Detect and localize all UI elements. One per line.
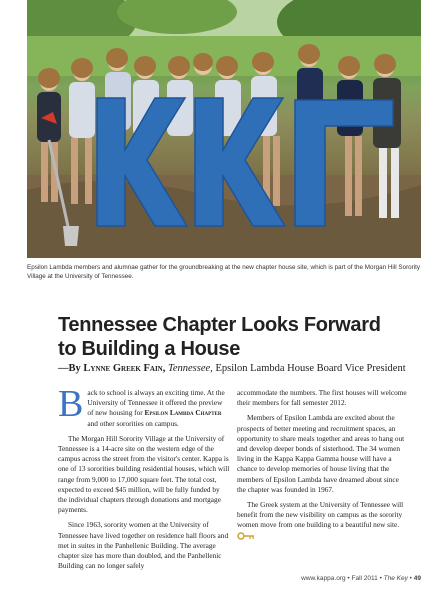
- article-column-right: [237, 388, 409, 541]
- article-column-left: [58, 383, 230, 571]
- paragraph-2: The Morgan Hill Sorority Village at the University of Tennessee is a 14-acre site on the western edge of the campus across the street from the visitor's center. Kappa is one of 13 sororities building residential houses, which will range from 9,000 to 17,000 square feet. The total cost, expected to exceed $45 million, will be fully funded by the individual chapters through donations and mortgage payments.: [58, 433, 230, 515]
- paragraph-1-text-b: and other sororities on campus.: [87, 418, 179, 428]
- paragraph-6: [237, 500, 409, 541]
- byline-author: Lynne Greek Fain,: [83, 363, 166, 374]
- key-icon: [237, 532, 255, 540]
- footer-site: www.kappa.org: [301, 575, 346, 582]
- paragraph-6-text: The Greek system at the University of Tennessee will benefit from the new visibility on campus as the sorority women move from one building to a beautiful new site.: [237, 500, 404, 530]
- byline-place: Tennessee,: [167, 363, 213, 374]
- byline-prefix: —By: [58, 363, 81, 374]
- footer-sep-3: •: [407, 575, 414, 582]
- byline-role: Epsilon Lambda House Board Vice President: [215, 363, 406, 374]
- footer-issue: Fall 2011: [351, 575, 378, 582]
- paragraph-5: Members of Epsilon Lambda are excited about the prospects of better meeting and recruitment spaces, an opportunity to share meals together and areas to hang out and develop deeper bonds of sisterhood. The 34 women living in the Kappa Kappa Gamma house will have a chance to develop memories of house living that the members of Epsilon Lambda have dreamed about since the chapter was founded in 1967.: [237, 413, 405, 494]
- footer-magazine: The Key: [383, 575, 408, 582]
- groundbreaking-photo: [27, 0, 421, 258]
- page-number: 49: [413, 575, 421, 582]
- chapter-name: Epsilon Lambda Chapter: [144, 408, 222, 418]
- photo-scene: [27, 0, 421, 258]
- footer-sep-1: •: [345, 575, 352, 582]
- footer-sep-2: •: [377, 575, 384, 582]
- page-footer: [301, 575, 421, 582]
- paragraph-1: [58, 383, 230, 429]
- article-byline: [58, 363, 418, 374]
- paragraph-1-text-a: ack to school is always an exciting time. At the University of Tennessee it offered the preview of new housing for: [87, 388, 225, 418]
- paragraph-3: Since 1963, sorority women at the University of Tennessee have lived together on residence hall floors and met in suites in the Panhellenic Building. The average chapter size has more than doubled, and the Panhellenic Building can no longer safely: [58, 520, 229, 571]
- paragraph-4: accommodate the numbers. The first houses will welcome their members for fall semester 2012.: [237, 388, 407, 408]
- article-headline: Tennessee Chapter Looks Forward to Building a House: [58, 314, 381, 360]
- drop-cap: B: [58, 383, 84, 425]
- photo-caption: Epsilon Lambda members and alumnae gather for the groundbreaking at the new chapter house site, which is part of the Morgan Hill Sorority Village at the University of Tennessee.: [27, 264, 421, 280]
